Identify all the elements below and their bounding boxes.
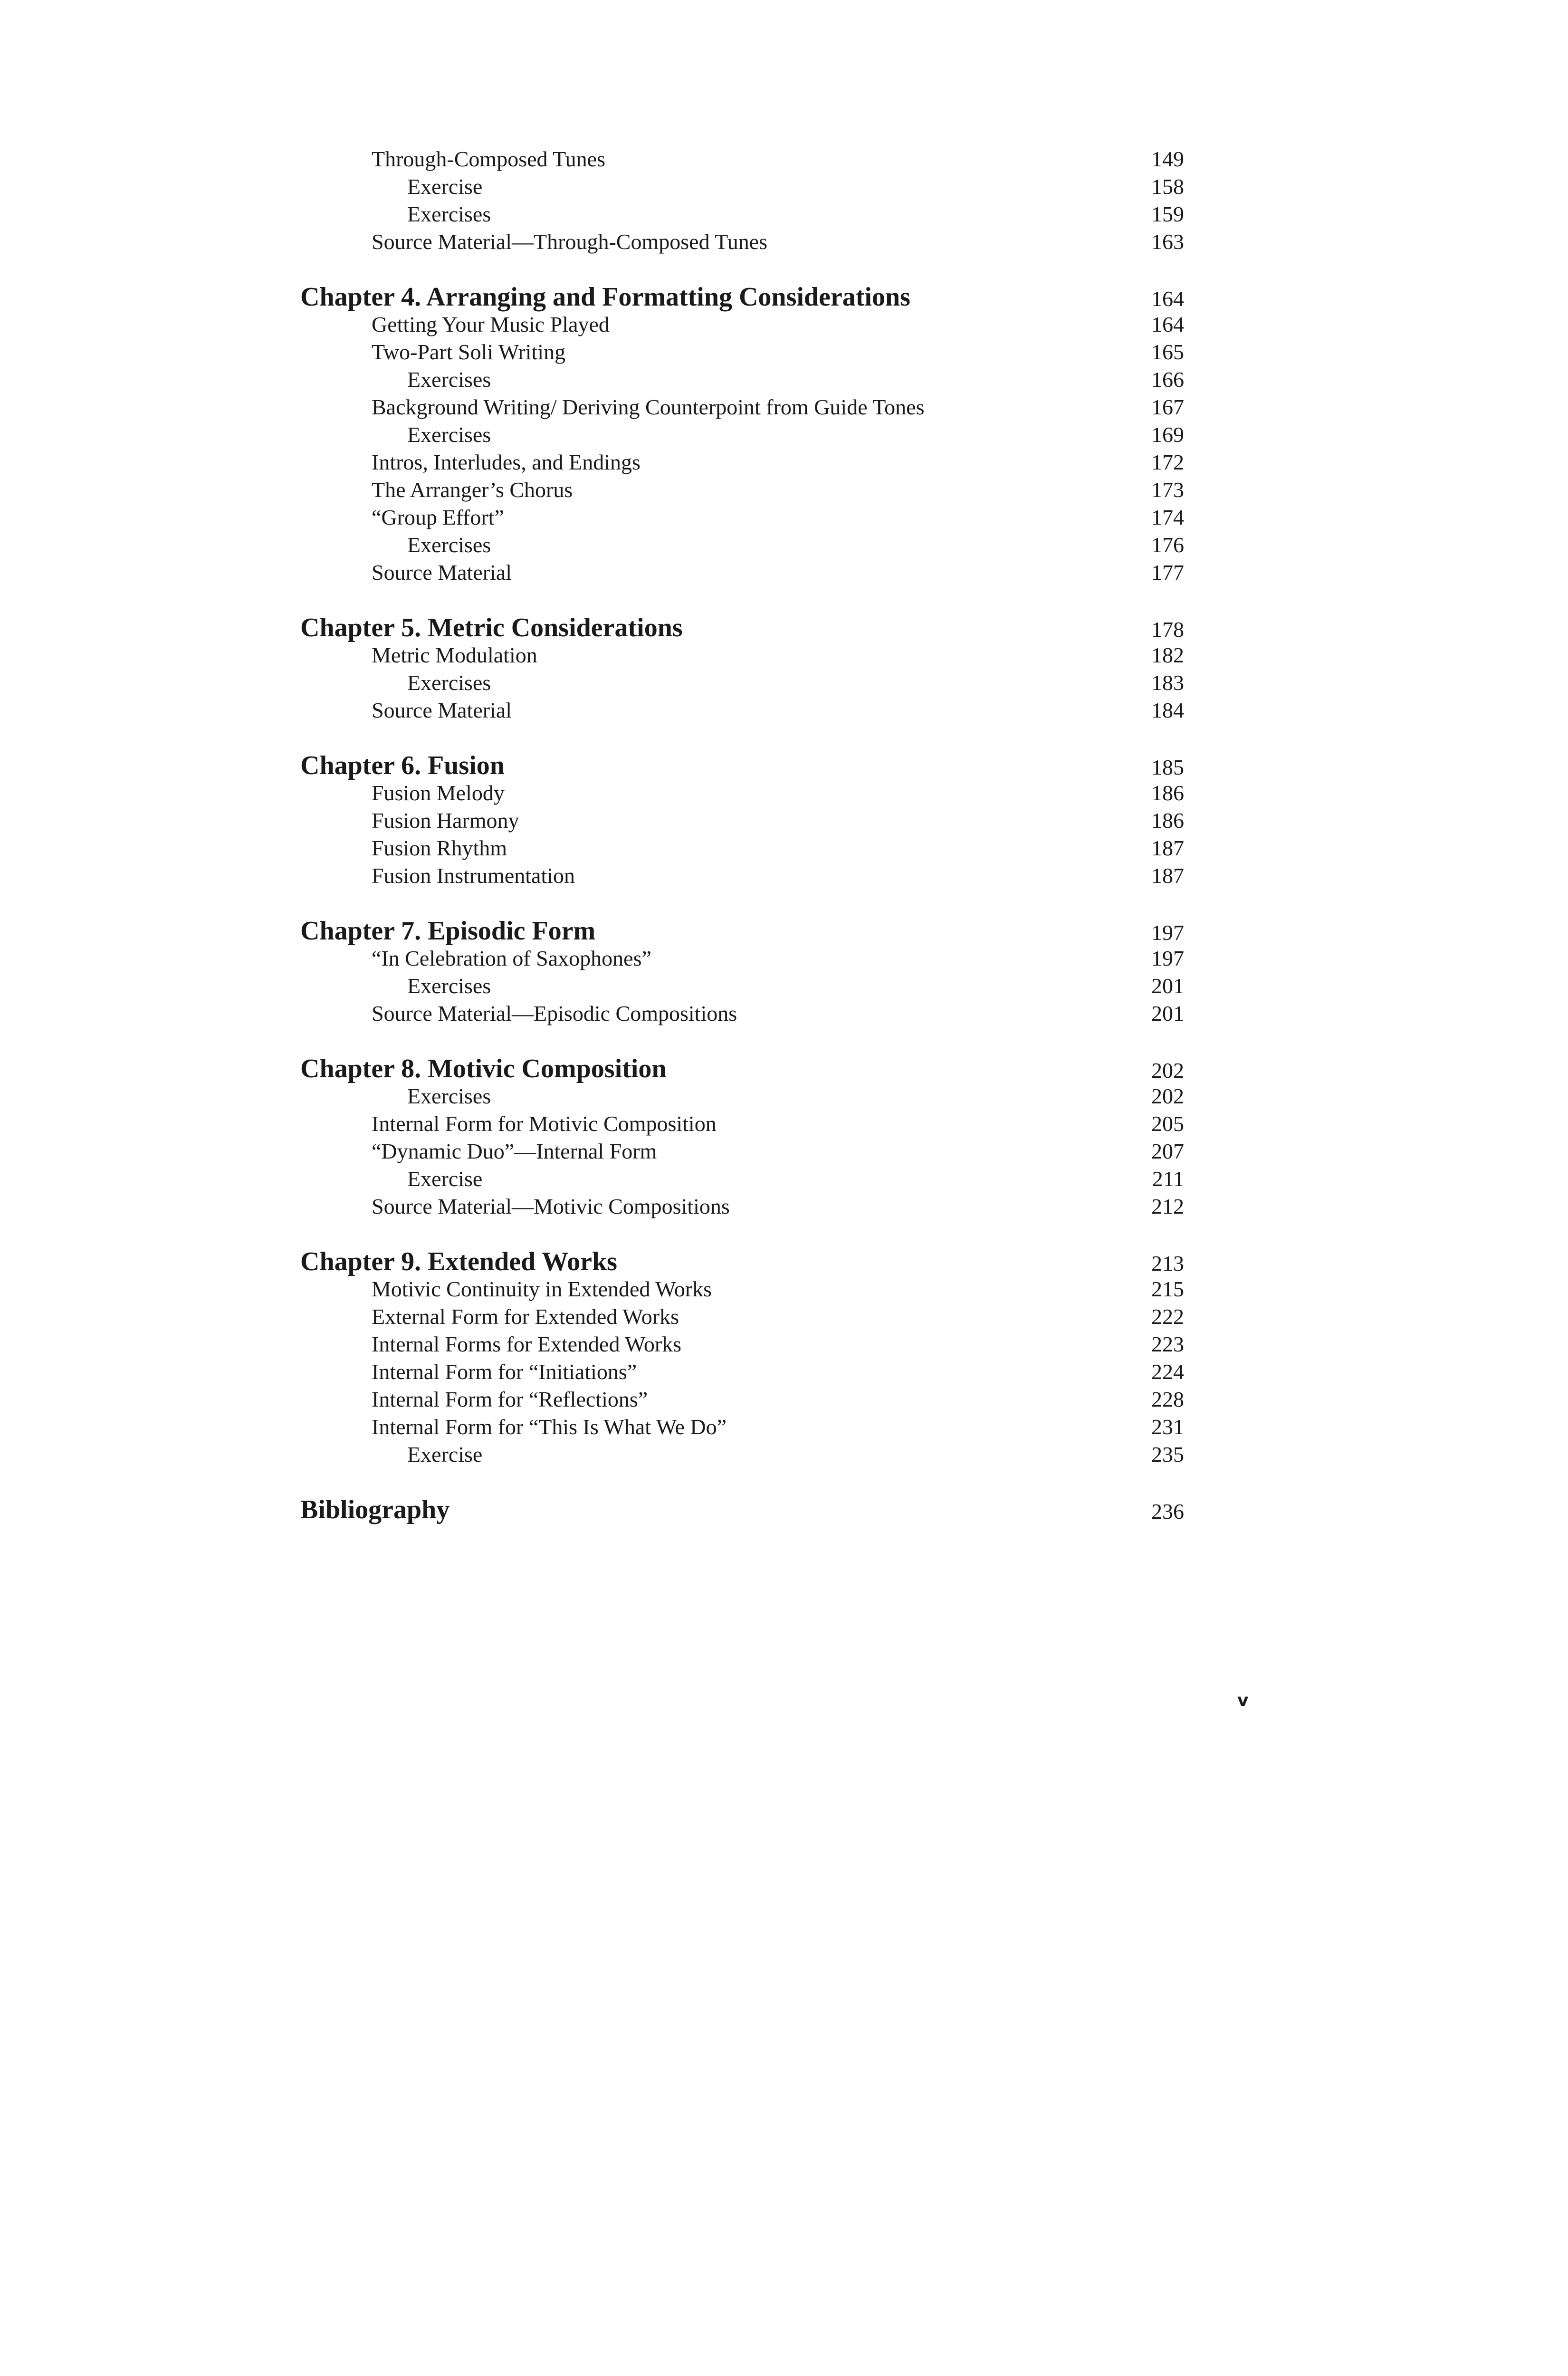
page-number: 166 [1151,367,1184,392]
entry-title: Source Material [372,698,512,722]
page-number: 187 [1151,863,1184,888]
entry-title: Exercises [407,533,491,557]
entry-title: Exercises [407,367,491,392]
page-number: 167 [1151,395,1184,419]
chapter-title: Chapter 8. Motivic Composition [300,1054,667,1083]
toc-entry-row [300,1138,1184,1165]
page-number: 149 [1151,147,1184,171]
page-number: 235 [1151,1442,1184,1466]
table-of-contents [300,145,1184,1523]
page-number: 197 [1151,920,1184,945]
entry-title: Fusion Melody [372,781,505,805]
page-number: 201 [1151,1001,1184,1025]
page-number: 178 [1151,617,1184,642]
entry-title: Internal Form for Motivic Composition [372,1111,717,1136]
toc-chapter-row [300,614,1184,642]
page-number: 207 [1151,1139,1184,1163]
toc-entry-row [300,1303,1184,1331]
page-number: 186 [1151,781,1184,805]
chapter-title: Chapter 9. Extended Works [300,1247,617,1276]
toc-entry-row [300,834,1184,862]
toc-entry-row [300,201,1184,228]
entry-title: Fusion Rhythm [372,836,507,860]
toc-entry-row [300,669,1184,697]
page-number: 186 [1151,808,1184,833]
toc-chapter-row [300,1055,1184,1083]
entry-title: Exercise [407,1167,483,1191]
entry-title: Metric Modulation [372,643,537,667]
entry-title: Exercise [407,1442,483,1466]
entry-title: Source Material—Episodic Compositions [372,1001,737,1025]
page-number: 185 [1151,755,1184,779]
page-number: 211 [1152,1167,1184,1191]
page-number: 177 [1151,560,1184,584]
entry-title: Exercises [407,1084,491,1108]
page-number: 231 [1151,1415,1184,1439]
toc-entry-row [300,779,1184,807]
entry-title: Background Writing/ Deriving Counterpoint from Guide Tones [372,395,925,419]
toc-entry-row [300,1000,1184,1027]
chapter-title: Bibliography [300,1495,450,1524]
toc-entry-row [300,1275,1184,1303]
toc-entry-row [300,642,1184,669]
entry-title: Exercises [407,974,491,998]
toc-entry-row [300,311,1184,338]
toc-entry-row [300,697,1184,724]
page-number: 202 [1151,1084,1184,1108]
entry-title: Source Material [372,560,512,584]
chapter-title: Chapter 4. Arranging and Formatting Considerations [300,282,910,312]
toc-entry-row [300,807,1184,834]
toc-entry-row [300,1193,1184,1220]
entry-title: Exercises [407,422,491,447]
page-number: 182 [1151,643,1184,667]
page-number: 236 [1151,1499,1184,1523]
page-number: 176 [1151,533,1184,557]
entry-title: Fusion Harmony [372,808,519,833]
toc-entry-row [300,531,1184,559]
toc-entry-row [300,1110,1184,1138]
page-number: 163 [1151,230,1184,254]
toc-entry-row [300,1165,1184,1193]
page-number: 222 [1151,1304,1184,1329]
entry-title: Internal Form for “Reflections” [372,1387,648,1411]
toc-entry-row [300,173,1184,201]
entry-title: Exercises [407,671,491,695]
toc-chapter-row [300,283,1184,311]
page-number: 183 [1151,671,1184,695]
toc-entry-row [300,1083,1184,1110]
toc-entry-row [300,1331,1184,1358]
toc-entry-row [300,421,1184,449]
toc-entry-row [300,1358,1184,1386]
page-number: 205 [1151,1111,1184,1136]
toc-entry-row [300,228,1184,256]
chapter-title: Chapter 6. Fusion [300,751,505,780]
entry-title: Internal Form for “This Is What We Do” [372,1415,727,1439]
page-number: 164 [1151,287,1184,311]
page-number: 228 [1151,1387,1184,1411]
entry-title: “In Celebration of Saxophones” [372,946,651,970]
toc-entry-row [300,1441,1184,1468]
page-number: 172 [1151,450,1184,474]
entry-title: Internal Form for “Initiations” [372,1360,637,1384]
page-number: 223 [1151,1332,1184,1356]
page-number: 169 [1151,422,1184,447]
entry-title: Through-Composed Tunes [372,147,605,171]
entry-title: Two-Part Soli Writing [372,340,566,364]
page-number: 212 [1151,1194,1184,1218]
entry-title: “Group Effort” [372,505,504,529]
entry-title: Exercise [407,174,483,199]
entry-title: Source Material—Motivic Compositions [372,1194,730,1218]
entry-title: Source Material—Through-Composed Tunes [372,230,768,254]
page-folio: v [1237,1691,1249,1710]
page-number: 165 [1151,340,1184,364]
toc-entry-row [300,559,1184,586]
toc-entry-row [300,862,1184,890]
page-number: 164 [1151,312,1184,336]
entry-title: Internal Forms for Extended Works [372,1332,682,1356]
entry-title: Exercises [407,202,491,226]
toc-chapter-row [300,752,1184,779]
page-number: 173 [1151,478,1184,502]
toc-chapter-row [300,1496,1184,1523]
page-number: 197 [1151,946,1184,970]
page-number: 213 [1151,1251,1184,1275]
entry-title: Motivic Continuity in Extended Works [372,1277,712,1301]
toc-entry-row [300,338,1184,366]
page-number: 159 [1151,202,1184,226]
toc-chapter-row [300,917,1184,945]
toc-entry-row [300,476,1184,504]
page-number: 224 [1151,1360,1184,1384]
toc-entry-row [300,504,1184,531]
entry-title: Intros, Interludes, and Endings [372,450,641,474]
page-number: 187 [1151,836,1184,860]
toc-entry-row [300,972,1184,1000]
toc-entry-row [300,1413,1184,1441]
entry-title: “Dynamic Duo”—Internal Form [372,1139,657,1163]
entry-title: Getting Your Music Played [372,312,610,336]
toc-chapter-row [300,1248,1184,1275]
entry-title: External Form for Extended Works [372,1304,679,1329]
toc-entry-row [300,145,1184,173]
page-number: 215 [1151,1277,1184,1301]
toc-entry-row [300,945,1184,972]
toc-entry-row [300,393,1184,421]
toc-entry-row [300,366,1184,393]
page-number: 184 [1151,698,1184,722]
page-number: 158 [1151,174,1184,199]
chapter-title: Chapter 5. Metric Considerations [300,613,683,642]
toc-entry-row [300,1386,1184,1413]
entry-title: The Arranger’s Chorus [372,478,573,502]
toc-entry-row [300,449,1184,476]
page-number: 174 [1151,505,1184,529]
entry-title: Fusion Instrumentation [372,863,575,888]
chapter-title: Chapter 7. Episodic Form [300,916,596,946]
page-number: 201 [1151,974,1184,998]
page-number: 202 [1151,1058,1184,1083]
